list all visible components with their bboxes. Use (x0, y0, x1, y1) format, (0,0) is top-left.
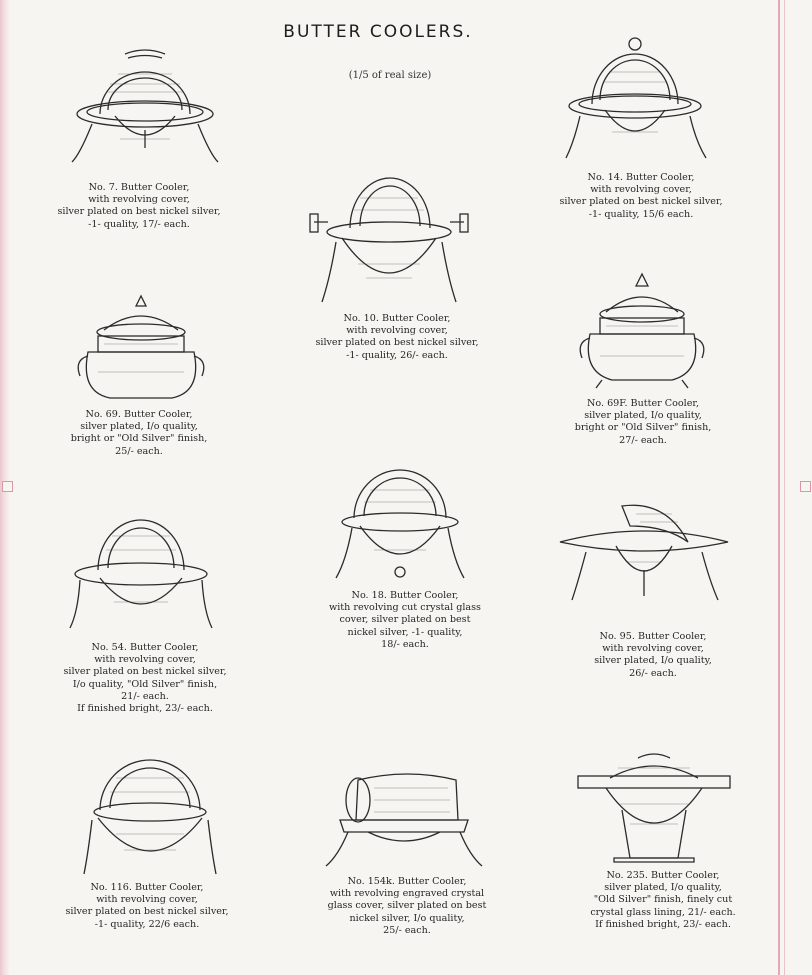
caption-line: 27/- each. (619, 434, 667, 446)
caption-line: with revolving cover, (96, 894, 198, 906)
caption-line: cover, silver plated on best (339, 614, 471, 626)
caption-line: No. 69F. Butter Cooler, (586, 398, 700, 409)
caption-no54 (40, 642, 250, 715)
caption-no154k (302, 876, 512, 937)
margin-rule (778, 0, 780, 975)
caption-line: No. 69. Butter Cooler, (85, 409, 193, 420)
caption-no69 (34, 409, 244, 458)
butter-cooler-no69-illustration (70, 292, 212, 407)
caption-line: nickel silver, -1- quality, (347, 626, 463, 638)
caption-line: with revolving cover, (346, 325, 448, 337)
caption-line: No. 154k. Butter Cooler, (347, 876, 467, 887)
caption-line: silver plated, I/o quality, (594, 655, 712, 667)
butter-cooler-no95-illustration (556, 496, 732, 606)
caption-line: -1- quality, 15/6 each. (588, 208, 694, 220)
caption-no116 (42, 882, 252, 931)
caption-line: silver plated, I/o quality, (604, 882, 722, 894)
caption-no18 (300, 590, 510, 651)
caption-line: with revolving cover, (94, 654, 196, 666)
butter-cooler-no154k-illustration (318, 766, 488, 870)
butter-cooler-no235-illustration (574, 748, 734, 866)
caption-line: No. 14. Butter Cooler, (587, 172, 695, 183)
butter-cooler-no7-illustration (70, 44, 220, 172)
caption-line: -1- quality, 22/6 each. (94, 918, 200, 930)
caption-line: "Old Silver" finish, finely cut (593, 894, 733, 906)
caption-line: 18/- each. (381, 638, 429, 650)
caption-line: If finished bright, 23/- each. (595, 918, 731, 930)
caption-line: with revolving cover, (88, 194, 190, 206)
caption-no10 (292, 313, 502, 362)
caption-no235 (558, 870, 768, 931)
caption-line: silver plated on best nickel silver, (315, 337, 479, 349)
caption-line: with revolving cut crystal glass (329, 602, 481, 614)
caption-line: 21/- each. (121, 690, 169, 702)
scale-note: (1/5 of real size) (348, 70, 432, 81)
margin-marker-left (2, 481, 13, 492)
caption-line: If finished bright, 23/- each. (77, 703, 213, 715)
butter-cooler-no18-illustration (330, 466, 470, 584)
caption-line: No. 116. Butter Cooler, (90, 882, 204, 893)
caption-line: 26/- each. (629, 667, 677, 679)
butter-cooler-no54-illustration (66, 512, 216, 632)
caption-line: silver plated on best nickel silver, (63, 666, 227, 678)
caption-line: No. 18. Butter Cooler, (351, 590, 459, 601)
caption-no14 (536, 172, 746, 221)
caption-line: No. 54. Butter Cooler, (91, 642, 199, 653)
caption-line: silver plated on best nickel silver, (559, 196, 723, 208)
caption-line: silver plated on best nickel silver, (65, 906, 229, 918)
caption-line: No. 95. Butter Cooler, (599, 631, 707, 642)
butter-cooler-no14-illustration (560, 32, 710, 172)
caption-line: with revolving cover, (602, 643, 704, 655)
caption-line: silver plated on best nickel silver, (57, 206, 221, 218)
butter-cooler-no10-illustration (308, 168, 470, 308)
caption-line: No. 7. Butter Cooler, (88, 182, 190, 193)
caption-line: I/o quality, "Old Silver" finish, (72, 678, 218, 690)
caption-line: with revolving cover, (590, 184, 692, 196)
caption-line: glass cover, silver plated on best (327, 900, 487, 912)
caption-line: with revolving engraved crystal (329, 888, 485, 900)
page-title: BUTTER COOLERS. (283, 22, 473, 42)
caption-line: -1- quality, 26/- each. (346, 349, 448, 361)
caption-line: crystal glass lining, 21/- each. (590, 906, 736, 918)
caption-line: silver plated, I/o quality, (80, 421, 198, 433)
caption-line: No. 235. Butter Cooler, (606, 870, 720, 881)
caption-line: silver plated, I/o quality, (584, 410, 702, 422)
caption-line: bright or "Old Silver" finish, (574, 422, 712, 434)
caption-no69f (538, 398, 748, 447)
caption-no95 (548, 631, 758, 680)
caption-line: -1- quality, 17/- each. (88, 218, 190, 230)
caption-line: 25/- each. (115, 445, 163, 457)
butter-cooler-no69f-illustration (572, 272, 712, 390)
butter-cooler-no116-illustration (80, 754, 220, 878)
margin-marker-right (800, 481, 811, 492)
caption-no7 (34, 182, 244, 231)
caption-line: nickel silver, I/o quality, (349, 912, 465, 924)
margin-rule-inner (784, 0, 785, 975)
caption-line: 25/- each. (383, 924, 431, 936)
caption-line: No. 10. Butter Cooler, (343, 313, 451, 324)
caption-line: bright or "Old Silver" finish, (70, 433, 208, 445)
